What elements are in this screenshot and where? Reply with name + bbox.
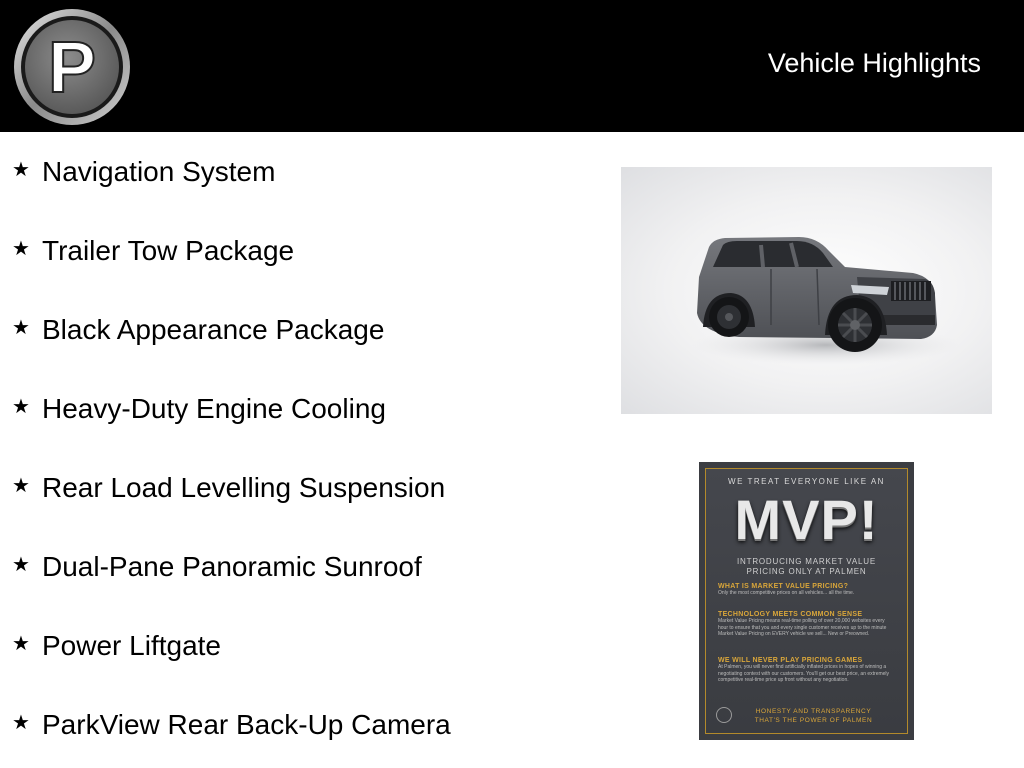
star-icon: ★ xyxy=(12,317,30,339)
star-icon: ★ xyxy=(12,475,30,497)
feature-label: Power Liftgate xyxy=(42,630,221,661)
feature-label: Heavy-Duty Engine Cooling xyxy=(42,393,386,424)
vehicle-photo[interactable] xyxy=(621,167,992,414)
star-icon: ★ xyxy=(12,396,30,418)
page-title: Vehicle Highlights xyxy=(767,48,981,78)
feature-label: Navigation System xyxy=(42,156,276,187)
promo-kicker: WE TREAT EVERYONE LIKE AN xyxy=(728,477,885,486)
header-bar xyxy=(0,0,1024,132)
promo-section xyxy=(718,583,895,597)
dealer-logo[interactable] xyxy=(10,6,134,128)
suv-illustration xyxy=(621,167,992,414)
promo-section-heading: WE WILL NEVER PLAY PRICING GAMES xyxy=(718,657,863,664)
feature-label: Black Appearance Package xyxy=(42,314,385,345)
promo-footer-line: HONESTY AND TRANSPARENCY xyxy=(755,708,872,715)
svg-text:P: P xyxy=(47,28,97,108)
promo-section-body: Only the most competitive prices on all vehicles... all the time. xyxy=(718,590,855,596)
list-item xyxy=(12,705,451,745)
star-icon: ★ xyxy=(12,238,30,260)
list-item xyxy=(12,231,294,271)
feature-label: Trailer Tow Package xyxy=(42,235,295,266)
promo-section-heading: TECHNOLOGY MEETS COMMON SENSE xyxy=(718,611,863,618)
star-icon: ★ xyxy=(12,712,30,734)
list-item xyxy=(12,310,384,350)
feature-label: Rear Load Levelling Suspension xyxy=(42,472,446,503)
star-icon: ★ xyxy=(12,159,30,181)
promo-section xyxy=(718,657,895,684)
list-item xyxy=(12,547,422,587)
feature-label: ParkView Rear Back-Up Camera xyxy=(42,709,451,740)
promo-frame xyxy=(705,468,908,734)
feature-label: Dual-Pane Panoramic Sunroof xyxy=(42,551,422,582)
promo-section-body: Market Value Pricing means real-time polling of over 20,000 websites every hour to ensure that you and every single customer receives up to the minute Market Value Pricing on EVERY vehicle we sell... New or Preowned. xyxy=(718,618,887,637)
promo-headline: MVP! xyxy=(734,488,879,551)
promo-section-body: At Palmen, you will never find artificially inflated prices in hopes of winning a negotiating contest with our customers. You'll get our best price, an extremely competitive real-time price up front without any negotiation. xyxy=(718,664,890,683)
promo-footer xyxy=(730,707,897,725)
star-icon: ★ xyxy=(12,554,30,576)
mvp-promo-flyer[interactable] xyxy=(699,462,914,740)
promo-subheading: INTRODUCING MARKET VALUE PRICING ONLY AT PALMEN xyxy=(737,557,876,576)
promo-footer-line: THAT'S THE POWER OF PALMEN xyxy=(754,717,873,724)
list-item xyxy=(12,152,275,192)
promo-section xyxy=(718,611,895,638)
list-item xyxy=(12,626,221,666)
list-item xyxy=(12,468,445,508)
promo-section-heading: WHAT IS MARKET VALUE PRICING? xyxy=(718,583,849,590)
list-item xyxy=(12,389,386,429)
star-icon: ★ xyxy=(12,633,30,655)
